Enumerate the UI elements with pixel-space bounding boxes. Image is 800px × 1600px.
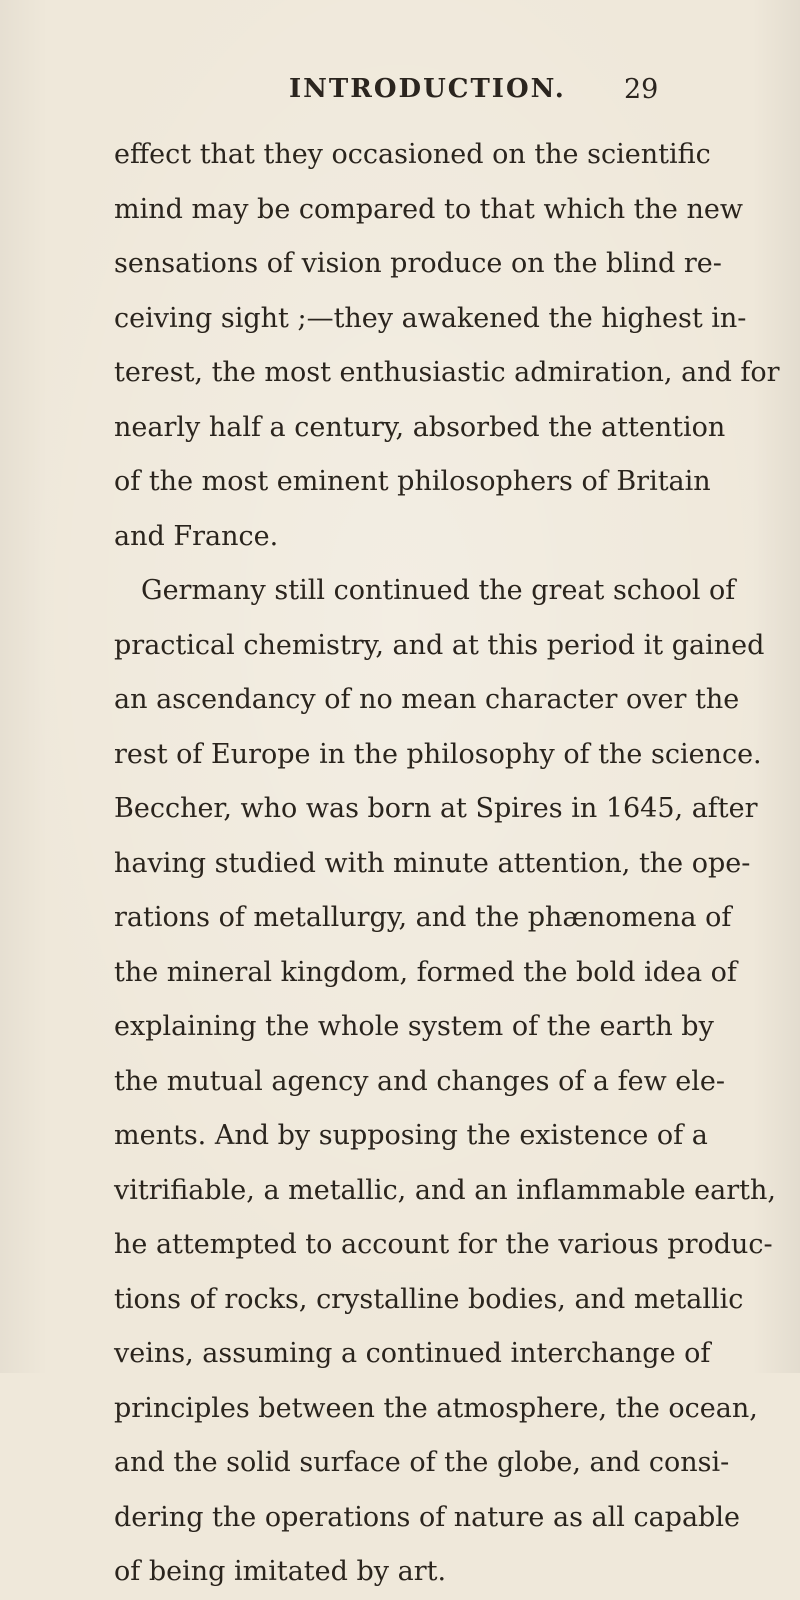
page-number: 29	[624, 74, 659, 105]
text-line: veins, assuming a continued interchange of	[114, 1338, 711, 1369]
text-line: mind may be compared to that which the new	[114, 193, 743, 225]
text-line: vitrifiable, a metallic, and an inflammable earth,	[114, 1174, 776, 1206]
text-line: principles between the atmosphere, the ocean,	[114, 1392, 758, 1424]
text-line: of the most eminent philosophers of Britain	[114, 466, 711, 497]
text-line: and the solid surface of the globe, and consi-	[114, 1447, 730, 1478]
text-line: nearly half a century, absorbed the attention	[114, 411, 726, 443]
text-line: having studied with minute attention, the ope-	[114, 847, 751, 879]
text-line: an ascendancy of no mean character over the	[114, 684, 740, 715]
text-line: rations of metallurgy, and the phænomena of	[114, 902, 732, 933]
text-line: the mineral kingdom, formed the bold idea of	[114, 956, 737, 988]
running-title: INTRODUCTION.	[289, 74, 566, 104]
text-line: practical chemistry, and at this period it gained	[114, 629, 765, 661]
text-line: he attempted to account for the various produc-	[114, 1229, 773, 1260]
text-line: of being imitated by art.	[114, 1556, 447, 1587]
paragraph-start-line: Germany still continued the great school of	[141, 575, 736, 606]
text-line: the mutual agency and changes of a few ele-	[114, 1065, 725, 1097]
text-line: rest of Europe in the philosophy of the science.	[114, 738, 762, 770]
text-line: explaining the whole system of the earth by	[114, 1011, 714, 1042]
text-line: and France.	[114, 520, 279, 552]
text-line: dering the operations of nature as all capable	[114, 1501, 740, 1533]
text-line: Beccher, who was born at Spires in 1645, after	[114, 793, 758, 824]
text-line: sensations of vision produce on the blind re-	[114, 248, 722, 279]
text-line: effect that they occasioned on the scientific	[114, 139, 711, 170]
text-line: ceiving sight ;—they awakened the highest in-	[114, 302, 747, 334]
text-line: tions of rocks, crystalline bodies, and metallic	[114, 1283, 744, 1315]
text-line: terest, the most enthusiastic admiration, and for	[114, 357, 780, 388]
text-line: ments. And by supposing the existence of a	[114, 1120, 708, 1151]
body-text	[114, 128, 800, 1600]
page-header	[0, 74, 800, 114]
